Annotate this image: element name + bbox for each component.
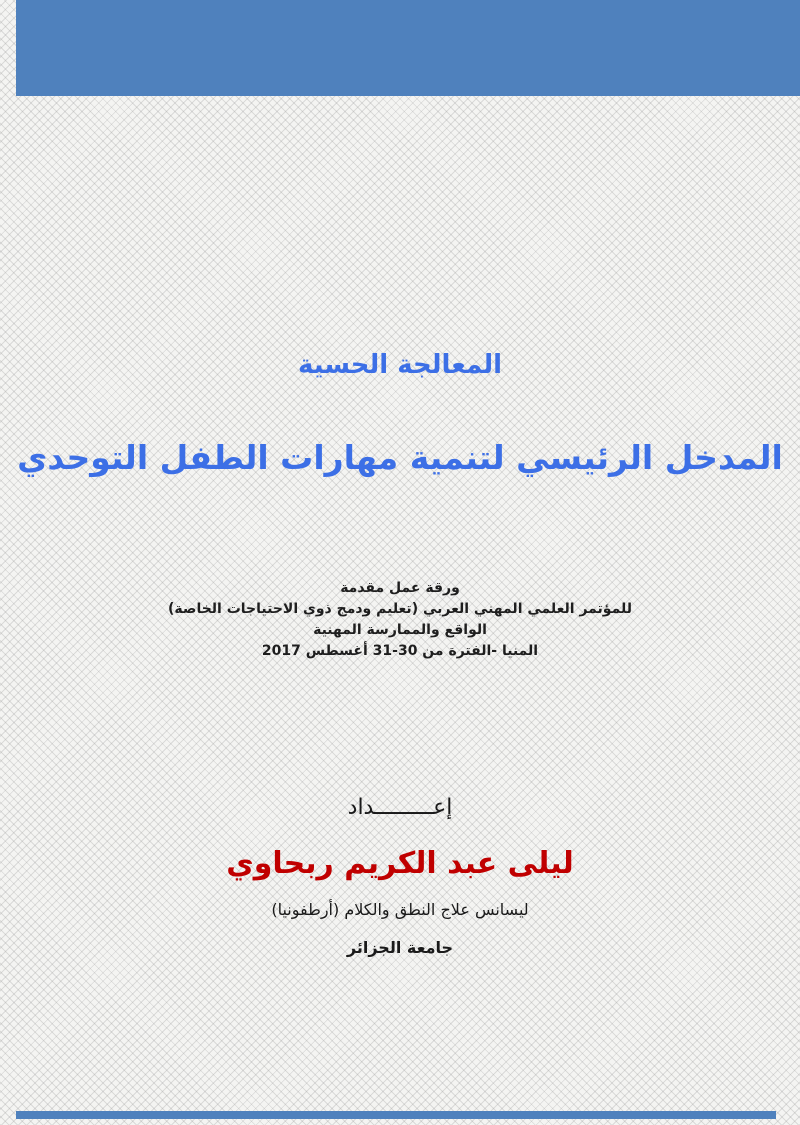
conference-date-line: المنيا -الفترة من 30-31 أغسطس 2017 xyxy=(261,643,539,659)
author-name: ليلى عبد الكريم ربحاوي xyxy=(226,846,574,881)
document-subtitle: المدخل الرئيسي لتنمية مهارات الطفل التوحدي xyxy=(17,438,783,477)
conference-theme-line: الواقع والممارسة المهنية xyxy=(313,622,487,638)
author-degree: ليسانس علاج النطق والكلام (أرطفونيا) xyxy=(271,900,529,919)
prepared-by-label: إعـــــــــداد xyxy=(347,795,453,820)
conference-name-line: للمؤتمر العلمي المهني العربي (تعليم ودمج ذوي الاحتياجات الخاصة) xyxy=(168,601,632,617)
paper-info-block xyxy=(0,578,800,662)
paper-type-line: ورقة عمل مقدمة xyxy=(340,580,460,596)
bottom-border-bar xyxy=(16,1111,776,1119)
document-title: المعالجة الحسية xyxy=(297,350,503,380)
university-name: جامعة الجزائر xyxy=(346,938,454,957)
top-header-band xyxy=(16,0,800,96)
